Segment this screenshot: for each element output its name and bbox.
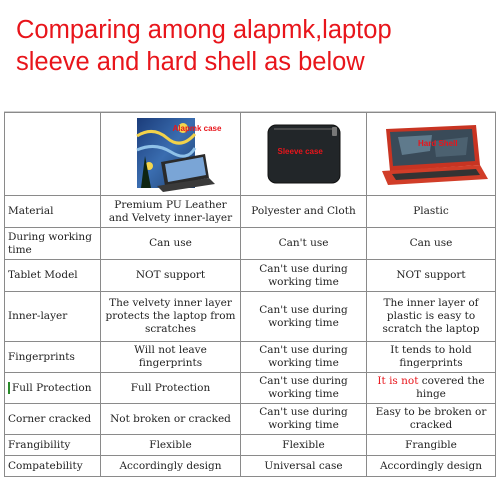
- shell-image-caption: Hard Shell: [418, 139, 458, 148]
- sleeve-image-cell: [241, 113, 367, 196]
- alapmk-case-image: [123, 116, 222, 192]
- sleeve-inner-layer: Can't use during working time: [241, 292, 367, 342]
- sleeve-tablet-model: Can't use during working time: [241, 260, 367, 292]
- headline-line-2: sleeve and hard shell as below: [16, 48, 365, 76]
- shell-tablet-model: NOT support: [367, 260, 496, 292]
- shell-inner-layer: The inner layer of plastic is easy to scratch the laptop: [367, 292, 496, 342]
- alapmk-frangibility: Flexible: [101, 435, 241, 456]
- table-row: [5, 342, 496, 373]
- hard-shell-image: [372, 121, 490, 187]
- alapmk-compatibility: Accordingly design: [101, 456, 241, 477]
- table-row: [5, 373, 496, 404]
- sleeve-compatibility: Universal case: [241, 456, 367, 477]
- headline-line-1: Comparing among alapmk,laptop: [16, 16, 392, 44]
- shell-hinge-rest: covered the hinge: [416, 375, 485, 400]
- row-label-inner-layer: Inner-layer: [5, 292, 101, 342]
- sleeve-working-time: Can't use: [241, 228, 367, 260]
- shell-material: Plastic: [367, 196, 496, 228]
- row-label-tablet-model: Tablet Model: [5, 260, 101, 292]
- alapmk-corner-cracked: Not broken or cracked: [101, 404, 241, 435]
- alapmk-inner-layer: The velvety inner layer protects the laptop from scratches: [101, 292, 241, 342]
- shell-compatibility: Accordingly design: [367, 456, 496, 477]
- shell-frangibility: Frangible: [367, 435, 496, 456]
- sleeve-full-protection: Can't use during working time: [241, 373, 367, 404]
- alapmk-full-protection: Full Protection: [101, 373, 241, 404]
- shell-full-protection: [367, 373, 496, 404]
- alapmk-image-cell: [101, 113, 241, 196]
- row-label-full-protection: [5, 373, 101, 404]
- row-label-material: Material: [5, 196, 101, 228]
- shell-image-cell: [367, 113, 496, 196]
- green-marker: [8, 382, 10, 394]
- shell-working-time: Can use: [367, 228, 496, 260]
- alapmk-tablet-model: NOT support: [101, 260, 241, 292]
- row-label-compatibility: Compatebility: [5, 456, 101, 477]
- alapmk-fingerprints: Will not leave fingerprints: [101, 342, 241, 373]
- sleeve-corner-cracked: Can't use during working time: [241, 404, 367, 435]
- table-row: [5, 404, 496, 435]
- row-label-fingerprints: Fingerprints: [5, 342, 101, 373]
- sleeve-fingerprints: Can't use during working time: [241, 342, 367, 373]
- alapmk-image-caption: Alapmk case: [172, 124, 222, 133]
- table-row: [5, 435, 496, 456]
- row-label-working-time: During working time: [5, 228, 101, 260]
- table-row: [5, 260, 496, 292]
- page-headline: [16, 14, 486, 78]
- alapmk-working-time: Can use: [101, 228, 241, 260]
- sleeve-frangibility: Flexible: [241, 435, 367, 456]
- alapmk-material: Premium PU Leather and Velvety inner-layer: [101, 196, 241, 228]
- header-empty-cell: [5, 113, 101, 196]
- shell-fingerprints: It tends to hold fingerprints: [367, 342, 496, 373]
- sleeve-image-caption: Sleeve case: [277, 147, 323, 156]
- table-row: [5, 228, 496, 260]
- comparison-table: [4, 112, 496, 477]
- shell-corner-cracked: Easy to be broken or cracked: [367, 404, 496, 435]
- shell-hinge-emphasis: It is not: [377, 375, 419, 387]
- row-label-corner-cracked: Corner cracked: [5, 404, 101, 435]
- row-label-frangibility: Frangibility: [5, 435, 101, 456]
- full-protection-label-text: Full Protection: [12, 381, 92, 394]
- sleeve-material: Polyester and Cloth: [241, 196, 367, 228]
- table-row: [5, 196, 496, 228]
- table-row: [5, 456, 496, 477]
- sleeve-case-image: [264, 121, 344, 187]
- table-row: [5, 292, 496, 342]
- image-header-row: [5, 113, 496, 196]
